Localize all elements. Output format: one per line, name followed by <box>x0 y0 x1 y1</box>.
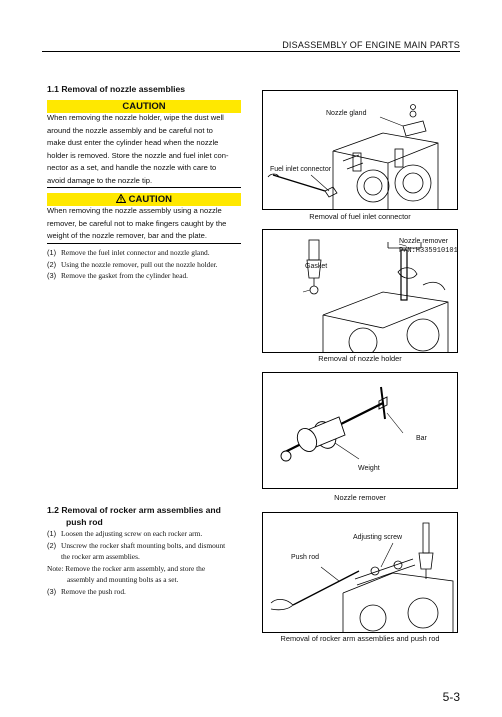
rocker-arm-illustration <box>263 513 457 632</box>
figure-rocker-arm-push-rod <box>262 512 458 633</box>
caption-fig3: Nozzle remover <box>334 493 386 502</box>
header-rule <box>42 51 460 52</box>
running-header: DISASSEMBLY OF ENGINE MAIN PARTS <box>282 40 460 50</box>
caution-text-2: When removing the nozzle assembly using a nozzle remover, be careful not to make fingers caught by the weight of the nozzle remover, bar and the plate. <box>47 206 227 241</box>
step-continuation: the rocker arm assemblies. <box>61 552 140 561</box>
caption-fig1: Removal of fuel inlet connector <box>309 212 411 221</box>
figure-nozzle-holder <box>262 229 458 353</box>
step-item: (2) Unscrew the rocker shaft mounting bolts, and dismount <box>47 540 226 550</box>
step-item: (3) Remove the push rod. <box>47 586 126 596</box>
label-adjusting-screw: Adjusting screw <box>353 534 403 541</box>
caption-fig4: Removal of rocker arm assemblies and push rod <box>280 634 440 643</box>
label-part-number: P/N:H335910101 <box>399 247 458 255</box>
figure-nozzle-remover <box>262 372 458 489</box>
step-item: (1) Remove the fuel inlet connector and nozzle gland. <box>47 248 210 257</box>
step-list-1-2 <box>47 528 247 597</box>
step-list-1-1 <box>47 247 247 282</box>
note-text: Note: Remove the rocker arm assembly, and store the <box>47 563 206 573</box>
step-item: (1) Loosen the adjusting screw on each rocker arm. <box>47 529 203 538</box>
caution-text-1: When removing the nozzle holder, wipe the dust well around the nozzle assembly and be careful not to make dust enter the cylinder head when the nozzle holder is removed. Store the nozzle and fuel inlet con- nector as a set, and handle the nozzle with care to avoid damage to the nozzle tip. <box>47 113 229 185</box>
step-item: (2) Using the nozzle remover, pull out the nozzle holder. <box>47 259 218 269</box>
label-nozzle-gland: Nozzle gland <box>326 110 367 117</box>
caution-rule-2 <box>47 243 241 244</box>
label-push-rod: Push rod <box>291 554 320 561</box>
section-1-1-title: 1.1 Removal of nozzle assemblies <box>47 84 186 94</box>
figure-fuel-inlet-connector <box>262 90 458 210</box>
warning-triangle-icon <box>116 194 129 205</box>
step-item: (3) Remove the gasket from the cylinder head. <box>47 271 189 280</box>
label-gasket: Gasket <box>305 263 328 270</box>
engine-illustration <box>263 91 457 209</box>
caution-banner-2: CAUTION <box>47 193 241 206</box>
label-weight: Weight <box>358 465 380 472</box>
caption-fig2: Removal of nozzle holder <box>318 354 402 363</box>
page-number: 5-3 <box>442 690 460 704</box>
label-nozzle-remover: Nozzle remover <box>399 238 449 245</box>
caution-rule-1 <box>47 187 241 188</box>
label-bar: Bar <box>416 435 427 442</box>
note-continuation: assembly and mounting bolts as a set. <box>67 575 179 584</box>
caution-banner-1: CAUTION <box>47 100 241 113</box>
section-1-2-title: 1.2 Removal of rocker arm assemblies and push rod <box>47 505 221 527</box>
label-fuel-inlet-connector: Fuel inlet connector <box>270 166 332 173</box>
